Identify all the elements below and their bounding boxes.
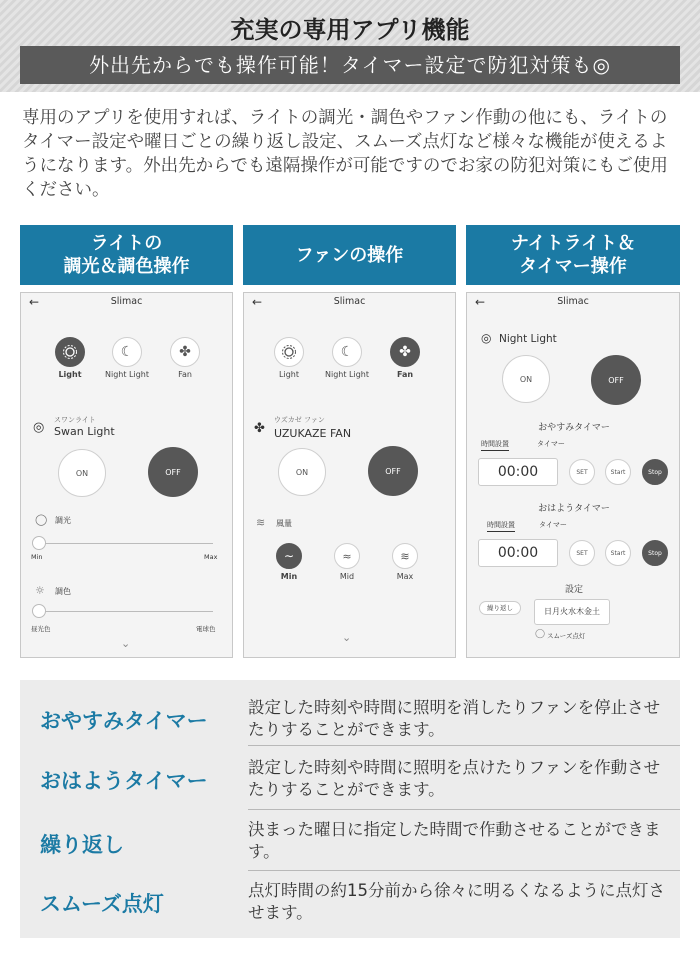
- mode-label-light: Light: [279, 370, 299, 379]
- app-screen-timer: [466, 292, 680, 658]
- wave-icon: ≈: [342, 549, 352, 563]
- color-temp-min-label: 昼光色: [31, 625, 51, 633]
- device-name: UZUKAZE FAN: [274, 427, 352, 440]
- info-row: [20, 876, 680, 932]
- feature-header-fan: ファンの操作: [243, 225, 456, 285]
- chevron-down-icon[interactable]: ⌄: [342, 631, 352, 644]
- info-term: スムーズ点灯: [40, 892, 164, 916]
- wind-label: 風量: [276, 519, 292, 528]
- app-screen-light: [20, 292, 233, 658]
- app-bar: [244, 293, 455, 315]
- divider: [248, 809, 680, 810]
- fan-mode-button[interactable]: [390, 337, 420, 367]
- light-mode-button[interactable]: [55, 337, 85, 367]
- info-term: おはようタイマー: [40, 769, 208, 793]
- feature-info-table: [20, 680, 680, 938]
- feature-header-timer: ナイトライト＆ タイマー操作: [466, 225, 680, 285]
- wake-timer-title: おはようタイマー: [538, 504, 610, 514]
- wake-set-button[interactable]: SET: [569, 540, 595, 566]
- wake-stop-button[interactable]: Stop: [642, 540, 668, 566]
- intro-text: 専用のアプリを使用すれば、ライトの調光・調色やファン作動の他にも、ライトのタイマー設定や曜日ごとの繰り返し設定、スムーズ点灯など様々な機能が使えるようになります。外出先からでも遠隔操作が可能ですのでお家の防犯対策にもご使用ください。: [22, 108, 668, 200]
- chevron-down-icon[interactable]: ⌄: [121, 637, 131, 650]
- color-temp-slider-handle[interactable]: [32, 604, 46, 618]
- info-term: おやすみタイマー: [40, 709, 208, 733]
- info-row: [20, 752, 680, 808]
- night-light-icon: ◎: [481, 331, 492, 345]
- back-arrow-icon[interactable]: ←: [29, 295, 40, 309]
- repeat-button[interactable]: 繰り返し: [479, 601, 521, 615]
- sleep-tab-time[interactable]: 時間設置: [481, 439, 509, 451]
- speed-mid-label: Mid: [339, 572, 355, 581]
- wind-icon: ≋: [256, 516, 266, 529]
- header-banner: [0, 0, 700, 92]
- dim-slider-track: [39, 543, 213, 544]
- night-light-mode-button[interactable]: [112, 337, 142, 367]
- app-title: Slimac: [110, 296, 143, 307]
- device-icon: ◎: [33, 420, 45, 435]
- moon-icon: ☾: [340, 344, 354, 360]
- settings-title: 設定: [564, 585, 583, 595]
- speed-max-label: Max: [396, 572, 414, 581]
- device-name: Swan Light: [54, 425, 115, 438]
- color-temp-slider-track: [39, 611, 213, 612]
- dim-label: 調光: [55, 516, 71, 525]
- info-row: [20, 816, 680, 870]
- color-temp-icon: ☼: [35, 584, 45, 597]
- dim-max-label: Max: [204, 553, 218, 561]
- sleep-start-button[interactable]: Start: [605, 459, 631, 485]
- light-mode-button[interactable]: [274, 337, 304, 367]
- app-title: Slimac: [557, 296, 589, 307]
- dim-icon: ◯: [35, 513, 48, 526]
- device-kana: ウズカゼ ファン: [274, 416, 325, 424]
- info-term: 繰り返し: [40, 833, 124, 857]
- app-bar: [21, 293, 232, 315]
- sleep-stop-button[interactable]: Stop: [642, 459, 668, 485]
- back-arrow-icon[interactable]: ←: [475, 295, 486, 309]
- speed-min-label: Min: [280, 572, 298, 581]
- light-icon: [62, 344, 78, 360]
- info-desc: 設定した時刻や時間に照明を消したりファンを停止させたりすることができます。: [248, 698, 661, 739]
- dim-min-label: Min: [31, 553, 43, 561]
- wake-start-button[interactable]: Start: [605, 540, 631, 566]
- info-desc: 設定した時刻や時間に照明を点けたりファンを作動させたりすることができます。: [248, 758, 661, 799]
- divider: [248, 745, 680, 746]
- smooth-checkbox-icon[interactable]: ◯: [535, 629, 546, 639]
- wake-time-field[interactable]: 00:00: [478, 539, 558, 567]
- mode-label-night-light: Night Light: [325, 370, 369, 379]
- color-temp-max-label: 電球色: [196, 625, 216, 633]
- off-button[interactable]: OFF: [368, 446, 418, 496]
- device-kana: スワンライト: [54, 416, 96, 424]
- night-light-off-button[interactable]: OFF: [591, 355, 641, 405]
- speed-min-button[interactable]: [276, 543, 302, 569]
- weekday-selector[interactable]: 日月火水木金土: [534, 599, 610, 625]
- back-arrow-icon[interactable]: ←: [252, 295, 263, 309]
- feature-header-light: ライトの 調光＆調色操作: [20, 225, 233, 285]
- off-button[interactable]: OFF: [148, 447, 198, 497]
- divider: [248, 870, 680, 871]
- speed-mid-button[interactable]: [334, 543, 360, 569]
- sleep-time-field[interactable]: 00:00: [478, 458, 558, 486]
- night-light-on-button[interactable]: ON: [502, 355, 550, 403]
- color-temp-label: 調色: [55, 587, 71, 596]
- wake-tab-timer[interactable]: タイマー: [539, 521, 567, 529]
- page-subtitle: 外出先からでも操作可能！タイマー設定で防犯対策も◎: [20, 46, 680, 84]
- night-light-label: Night Light: [499, 333, 557, 345]
- sleep-timer-title: おやすみタイマー: [538, 423, 610, 433]
- smooth-label: スムーズ点灯: [547, 632, 586, 640]
- info-row: [20, 692, 680, 746]
- wake-tab-time[interactable]: 時間設置: [487, 520, 515, 532]
- speed-max-button[interactable]: [392, 543, 418, 569]
- moon-icon: ☾: [120, 344, 134, 360]
- on-button[interactable]: ON: [58, 449, 106, 497]
- mode-label-light: Light: [58, 370, 82, 379]
- app-bar: [467, 293, 679, 315]
- info-desc: 決まった曜日に指定した時間で作動させることができます。: [248, 820, 661, 861]
- light-icon: [281, 344, 297, 360]
- sleep-set-button[interactable]: SET: [569, 459, 595, 485]
- info-desc: 点灯時間の約15分前から徐々に明るくなるように点灯させます。: [248, 881, 665, 922]
- app-title: Slimac: [333, 296, 366, 307]
- dim-slider-handle[interactable]: [32, 536, 46, 550]
- fan-icon: ✤: [179, 344, 191, 360]
- app-screen-fan: [243, 292, 456, 658]
- page-title: 充実の専用アプリ機能: [230, 16, 470, 44]
- wave-icon: ≋: [400, 549, 410, 563]
- on-button[interactable]: ON: [278, 448, 326, 496]
- sleep-tab-timer[interactable]: タイマー: [537, 440, 565, 448]
- mode-label-fan: Fan: [178, 370, 192, 379]
- mode-label-fan: Fan: [396, 370, 414, 379]
- mode-label-night-light: Night Light: [105, 370, 149, 379]
- wave-icon: ∼: [283, 549, 295, 563]
- night-light-mode-button[interactable]: [332, 337, 362, 367]
- fan-device-icon: ✤: [254, 421, 265, 436]
- fan-mode-button[interactable]: [170, 337, 200, 367]
- fan-icon: ✤: [399, 344, 411, 360]
